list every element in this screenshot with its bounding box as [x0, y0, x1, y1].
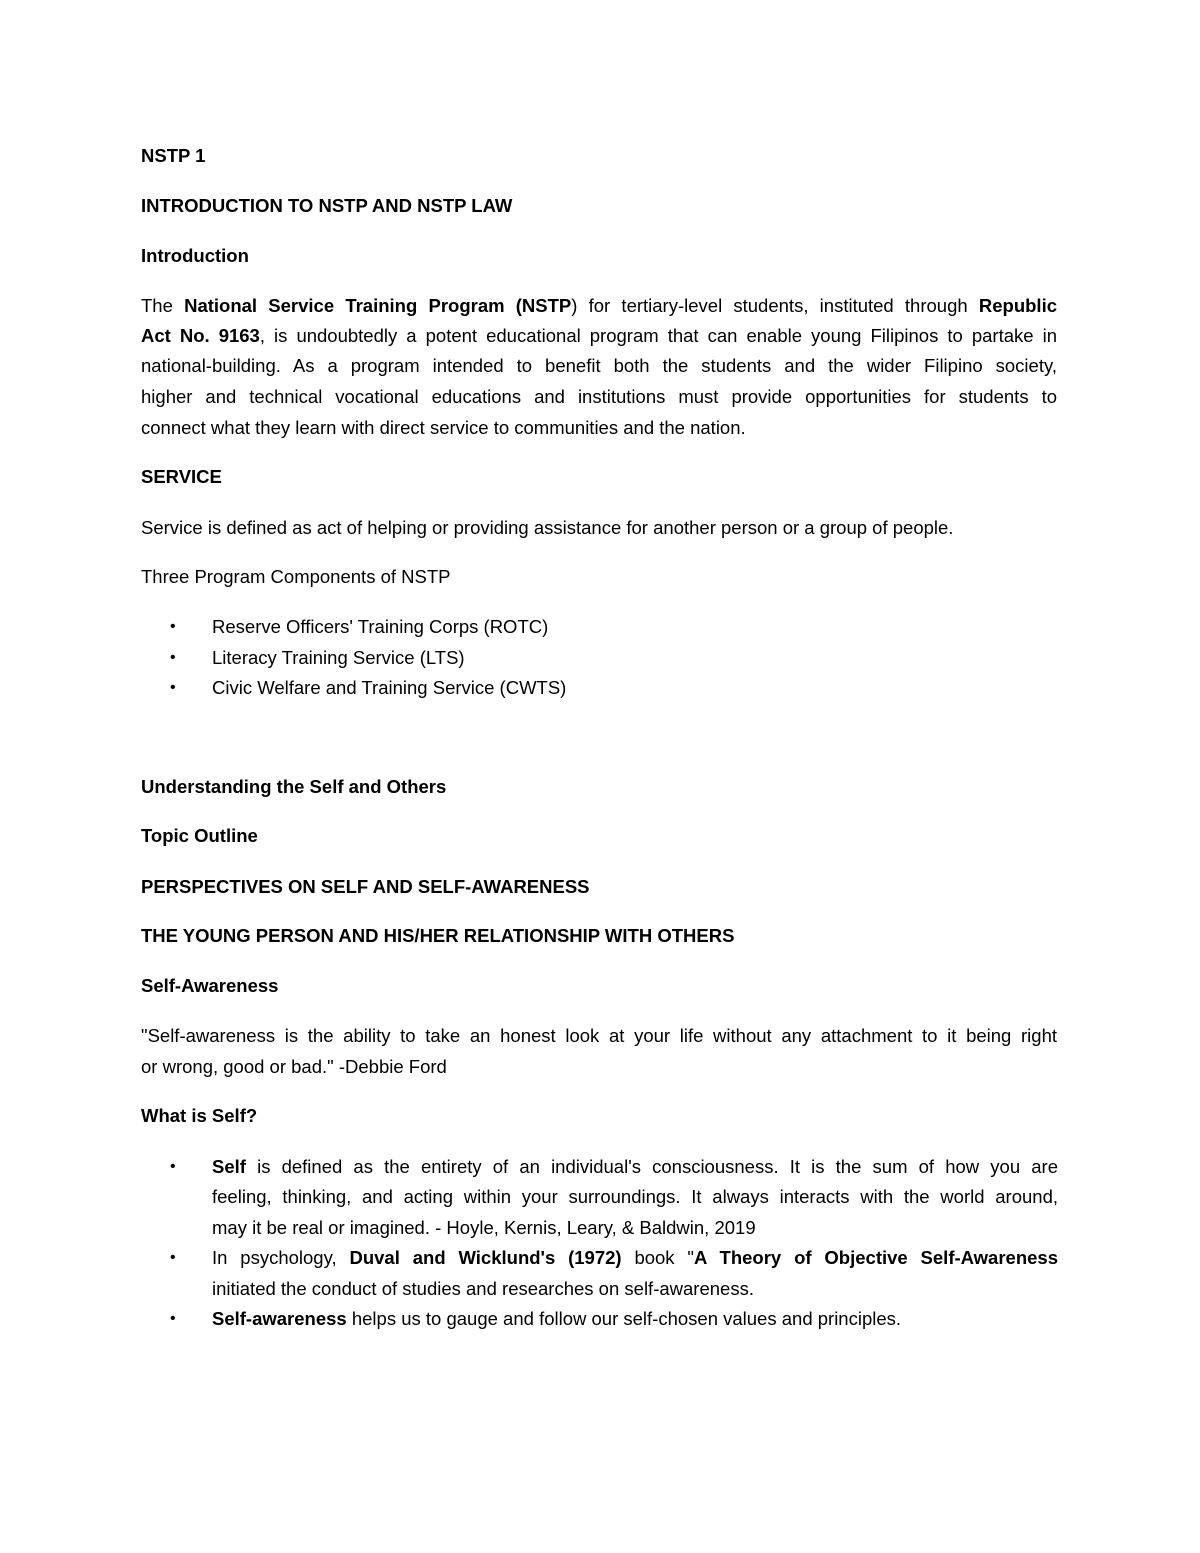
- heading-understanding-self: Understanding the Self and Others: [141, 776, 447, 797]
- bullet-text: book ": [621, 1247, 694, 1268]
- doc-title: NSTP 1: [141, 145, 206, 166]
- intro-text: ) for tertiary-level students, instituted through: [571, 295, 979, 316]
- self-bullet-3: [212, 1308, 901, 1330]
- self-bullet-2-line-1: [212, 1247, 1058, 1269]
- republic-label: Republic: [978, 295, 1057, 316]
- bullet-text: helps us to gauge and follow our self-chosen values and principles.: [346, 1308, 902, 1329]
- self-awareness-term: Self-awareness: [212, 1308, 347, 1329]
- authors: Duval and Wicklund's (1972): [349, 1247, 622, 1268]
- heading-introduction: Introduction: [141, 245, 249, 266]
- nstp-name: National Service Training Program (NSTP: [184, 295, 572, 316]
- self-bullet-1-line-1: [212, 1156, 1058, 1178]
- intro-line-1: [141, 295, 1057, 317]
- self-definition: is defined as the entirety of an individual's consciousness. It is the sum of how you are: [245, 1156, 1058, 1177]
- heading-self-awareness: Self-Awareness: [141, 975, 279, 996]
- component-cwts: Civic Welfare and Training Service (CWTS): [212, 677, 567, 698]
- heading-service: SERVICE: [141, 466, 222, 487]
- act-number: Act No. 9163: [141, 325, 260, 346]
- intro-line-2: [141, 325, 1057, 347]
- self-bullet-1-line-3: may it be real or imagined. - Hoyle, Kernis, Leary, & Baldwin, 2019: [212, 1217, 756, 1238]
- quote-line-1: "Self-awareness is the ability to take an honest look at your life without any attachment to it being right: [141, 1025, 1057, 1046]
- self-bullet-2-line-2: initiated the conduct of studies and researches on self-awareness.: [212, 1278, 754, 1299]
- component-lts: Literacy Training Service (LTS): [212, 647, 465, 668]
- heading-introduction-to-nstp: INTRODUCTION TO NSTP AND NSTP LAW: [141, 195, 513, 216]
- intro-text: The: [141, 295, 185, 316]
- heading-topic-outline: Topic Outline: [141, 825, 258, 846]
- components-label: Three Program Components of NSTP: [141, 566, 451, 587]
- component-rotc: Reserve Officers' Training Corps (ROTC): [212, 616, 549, 637]
- outline-item-1: PERSPECTIVES ON SELF AND SELF-AWARENESS: [141, 876, 590, 897]
- intro-line-3: national-building. As a program intended to benefit both the students and the wider Filipino society,: [141, 355, 1057, 376]
- bullet-text: In psychology,: [212, 1247, 350, 1268]
- self-term: Self: [212, 1156, 246, 1177]
- intro-line-5: connect what they learn with direct service to communities and the nation.: [141, 417, 746, 438]
- bullet-icon: •: [170, 1158, 176, 1175]
- book-title: A Theory of Objective Self-Awareness: [694, 1247, 1059, 1268]
- intro-line-4: higher and technical vocational educations and institutions must provide opportunities for students to: [141, 386, 1057, 407]
- bullet-icon: •: [170, 1310, 176, 1327]
- service-definition: Service is defined as act of helping or providing assistance for another person or a group of people.: [141, 517, 954, 538]
- bullet-icon: •: [170, 679, 176, 696]
- outline-item-2: THE YOUNG PERSON AND HIS/HER RELATIONSHIP WITH OTHERS: [141, 925, 735, 946]
- bullet-icon: •: [170, 1249, 176, 1266]
- self-bullet-1-line-2: feeling, thinking, and acting within your surroundings. It always interacts with the world around,: [212, 1186, 1058, 1207]
- bullet-icon: •: [170, 618, 176, 635]
- heading-what-is-self: What is Self?: [141, 1105, 258, 1126]
- quote-line-2: or wrong, good or bad." -Debbie Ford: [141, 1056, 447, 1077]
- intro-text: , is undoubtedly a potent educational program that can enable young Filipinos to partake in: [259, 325, 1057, 346]
- bullet-icon: •: [170, 649, 176, 666]
